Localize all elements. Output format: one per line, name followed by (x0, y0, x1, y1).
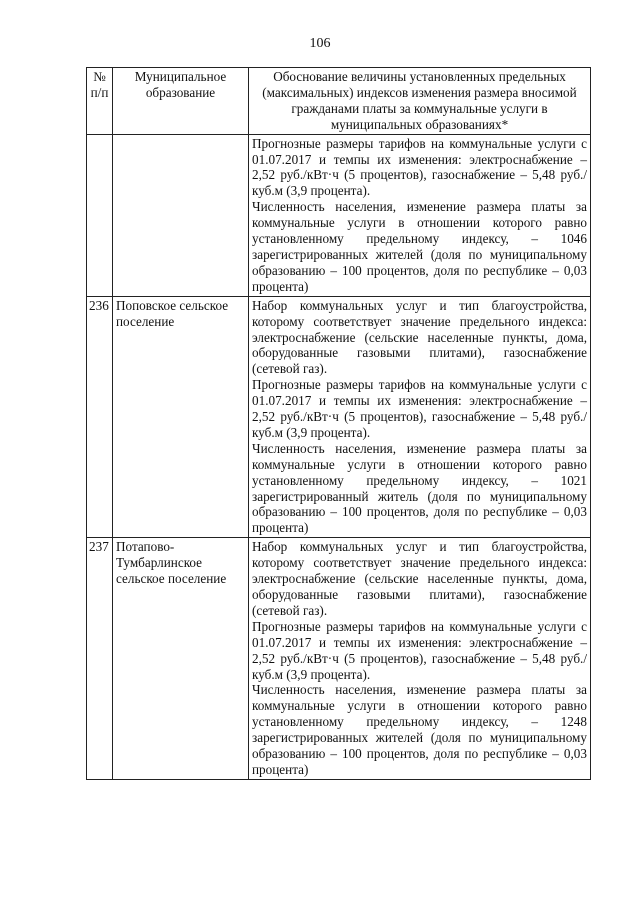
row-number (87, 134, 113, 296)
tariff-index-table (86, 67, 591, 780)
header-number: № п/п (87, 68, 113, 135)
row-number: 237 (87, 538, 113, 780)
row-justification (249, 134, 591, 296)
row-justification (249, 538, 591, 780)
tariff-paragraph: Прогнозные размеры тарифов на коммунальные услуги с 01.07.2017 и темпы их изменения: электроснабжение – 2,52 руб./кВт·ч (5 процентов), газоснабжение – 5,48 руб./куб.м (3,9 процента). (252, 135, 587, 199)
header-municipality: Муниципальное образование (113, 68, 249, 135)
row-justification (249, 296, 591, 538)
tariff-paragraph: Прогнозные размеры тарифов на коммунальные услуги с 01.07.2017 и темпы их изменения: электроснабжение – 2,52 руб./кВт·ч (5 процентов), газоснабжение – 5,48 руб./куб.м (3,9 процента). (252, 618, 587, 682)
table-row (87, 538, 591, 780)
row-municipality: Поповское сельское поселение (113, 296, 249, 538)
services-paragraph: Набор коммунальных услуг и тип благоустройства, которому соответствует значение предельного индекса: электроснабжение (сельские населенные пункты, дома, оборудованные газовыми плитами), газоснабжение (сетевой газ). (252, 297, 587, 377)
page-number: 106 (309, 36, 331, 51)
population-paragraph: Численность населения, изменение размера платы за коммунальные услуги в отношении которого равно установленному предельному индексу, – 1021 зарегистрированный житель (доля по муниципальному образованию – 100 процентов, доля по республике – 0,03 процента) (252, 440, 587, 536)
table-row (87, 134, 591, 296)
row-municipality: Потапово-Тумбарлинское сельское поселение (113, 538, 249, 780)
tariff-paragraph: Прогнозные размеры тарифов на коммунальные услуги с 01.07.2017 и темпы их изменения: электроснабжение – 2,52 руб./кВт·ч (5 процентов), газоснабжение – 5,48 руб./куб.м (3,9 процента). (252, 377, 587, 440)
population-paragraph: Численность населения, изменение размера платы за коммунальные услуги в отношении которого равно установленному предельному индексу, – 1248 зарегистрированных жителей (доля по муниципальному образованию – 100 процентов, доля по республике – 0,03 процента) (252, 682, 587, 777)
table-row (87, 296, 591, 538)
row-number: 236 (87, 296, 113, 538)
services-paragraph: Набор коммунальных услуг и тип благоустройства, которому соответствует значение предельного индекса: электроснабжение (сельские населенные пункты, дома, оборудованные газовыми плитами), газоснабжение (сетевой газ). (252, 539, 587, 618)
header-justification: Обоснование величины установленных предельных (максимальных) индексов изменения размера вносимой гражданами платы за коммунальные услуги в муниципальных образованиях* (249, 68, 591, 135)
population-paragraph: Численность населения, изменение размера платы за коммунальные услуги в отношении которого равно установленному предельному индексу, – 1046 зарегистрированных жителей (доля по муниципальному образованию – 100 процентов, доля по республике – 0,03 процента) (252, 199, 587, 294)
table-header-row (87, 68, 591, 135)
row-municipality (113, 134, 249, 296)
